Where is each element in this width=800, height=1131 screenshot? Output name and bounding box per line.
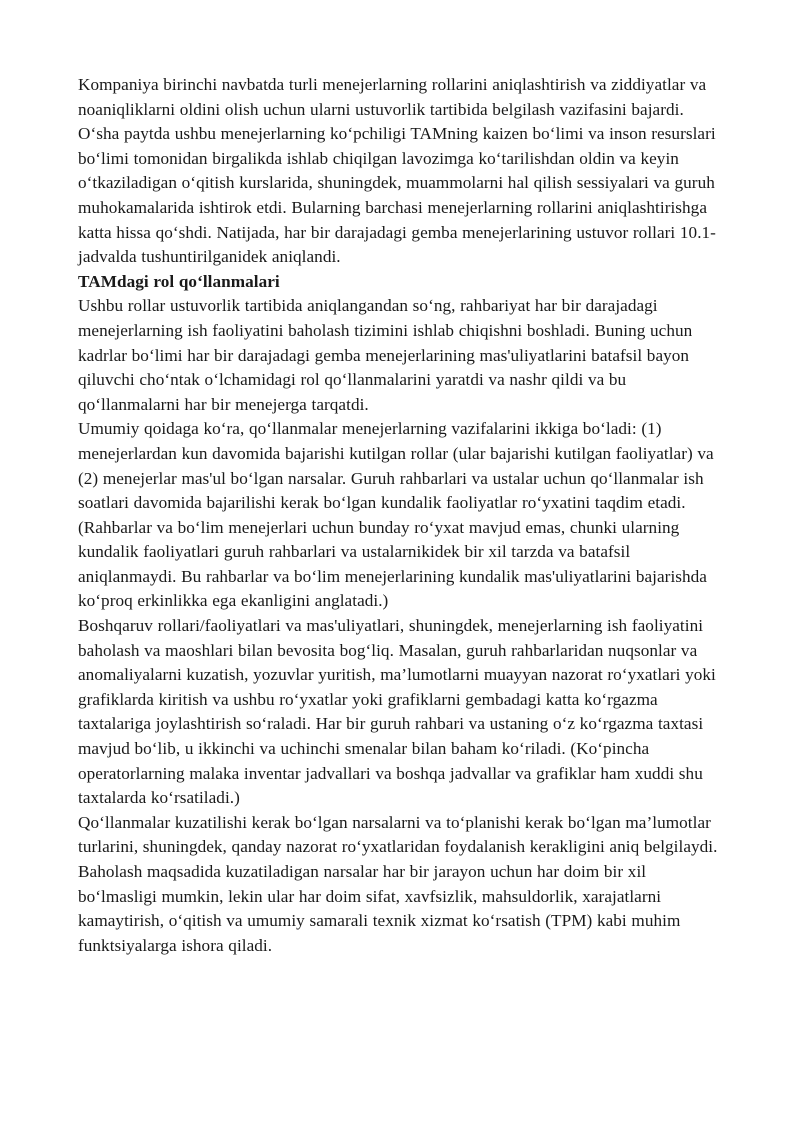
paragraph-role-manuals: Ushbu rollar ustuvorlik tartibida aniqlangandan so‘ng, rahbariyat har bir darajadagi menejerlarning ish faoliyatini baholash tizimini ishlab chiqishni boshladi. Buning uchun kadrlar bo‘limi har bir darajadagi gemba menejerlarining mas'uliyatlarini batafsil bayon qiluvchi cho‘ntak o‘lchamidagi rol qo‘llanmalarini yaratdi va nashr qildi va bu qo‘llanmalarni har bir menejerga tarqatdi. bbox=[78, 296, 693, 414]
paragraph-management-roles: Boshqaruv rollari/faoliyatlari va mas'uliyatlari, shuningdek, menejerlarning ish faoliyatini baholash va maoshlari bilan bevosita bog‘liq. Masalan, guruh rahbarlaridan nuqsonlar va anomaliyalarni kuzatish, yozuvlar yuritish, ma’lumotlarni muayyan nazorat ro‘yxatlari yoki grafiklarda kiritish va ushbu ro‘yxatlar yoki grafiklarni gembadagi katta ko‘rgazma taxtalariga joylashtirish so‘raladi. Har bir guruh rahbari va ustaning o‘z ko‘rgazma taxtasi mavjud bo‘lib, u ikkinchi va uchinchi smenalar bilan baham ko‘riladi. (Ko‘pincha operatorlarning malaka inventar jadvallari va boshqa jadvallar va grafiklar ham xuddi shu taxtalarda ko‘rsatiladi.) bbox=[78, 616, 716, 808]
paragraph-manual-details: Qo‘llanmalar kuzatilishi kerak bo‘lgan narsalarni va to‘planishi kerak bo‘lgan ma’lumotlar turlarini, shuningdek, qanday nazorat ro‘yxatlaridan foydalanish kerakligini aniq belgilaydi. Baholash maqsadida kuzatiladigan narsalar har bir jarayon uchun har doim bir xil bo‘lmasligi mumkin, lekin ular har doim sifat, xavfsizlik, mahsuldorlik, xarajatlarni kamaytirish, o‘qitish va umumiy samarali texnik xizmat ko‘rsatish (TPM) kabi muhim funktsiyalarga ishora qiladi. bbox=[78, 812, 718, 955]
section-heading: TAMdagi rol qo‘llanmalari bbox=[78, 271, 280, 291]
document-page bbox=[78, 73, 728, 958]
paragraph-intro: Kompaniya birinchi navbatda turli menejerlarning rollarini aniqlashtirish va ziddiyatlar va noaniqliklarni oldini olish uchun ularni ustuvorlik tartibida belgilash vazifasini bajardi. O‘sha paytda ushbu menejerlarning ko‘pchiligi TAMning kaizen bo‘limi va inson resurslari bo‘limi tomonidan birgalikda ishlab chiqilgan lavozimga ko‘tarilishdan oldin va keyin o‘tkaziladigan o‘qitish kurslarida, shuningdek, muammolarni hal qilish sessiyalari va guruh muhokamalarida ishtirok etdi. Bularning barchasi menejerlarning rollarini aniqlashtirishga katta hissa qo‘shdi. Natijada, har bir darajadagi gemba menejerlarining ustuvor rollari 10.1-jadvalda tushuntirilganidek aniqlandi. bbox=[78, 75, 716, 267]
paragraph-general-rule: Umumiy qoidaga ko‘ra, qo‘llanmalar menejerlarning vazifalarini ikkiga bo‘ladi: (1) menejerlardan kun davomida bajarishi kutilgan rollar (ular bajarishi kutilgan faoliyatlar) va (2) menejerlar mas'ul bo‘lgan narsalar. Guruh rahbarlari va ustalar uchun qo‘llanmalar ish soatlari davomida bajarilishi kerak bo‘lgan kundalik faoliyatlar ro‘yxatini taqdim etadi. (Rahbarlar va bo‘lim menejerlari uchun bunday ro‘yxat mavjud emas, chunki ularning kundalik faoliyatlari guruh rahbarlari va ustalarnikidek bir xil tarzda va batafsil aniqlanmaydi. Bu rahbarlar va bo‘lim menejerlarining kundalik mas'uliyatlarini bajarishda ko‘proq erkinlikka ega ekanligini anglatadi.) bbox=[78, 419, 714, 611]
